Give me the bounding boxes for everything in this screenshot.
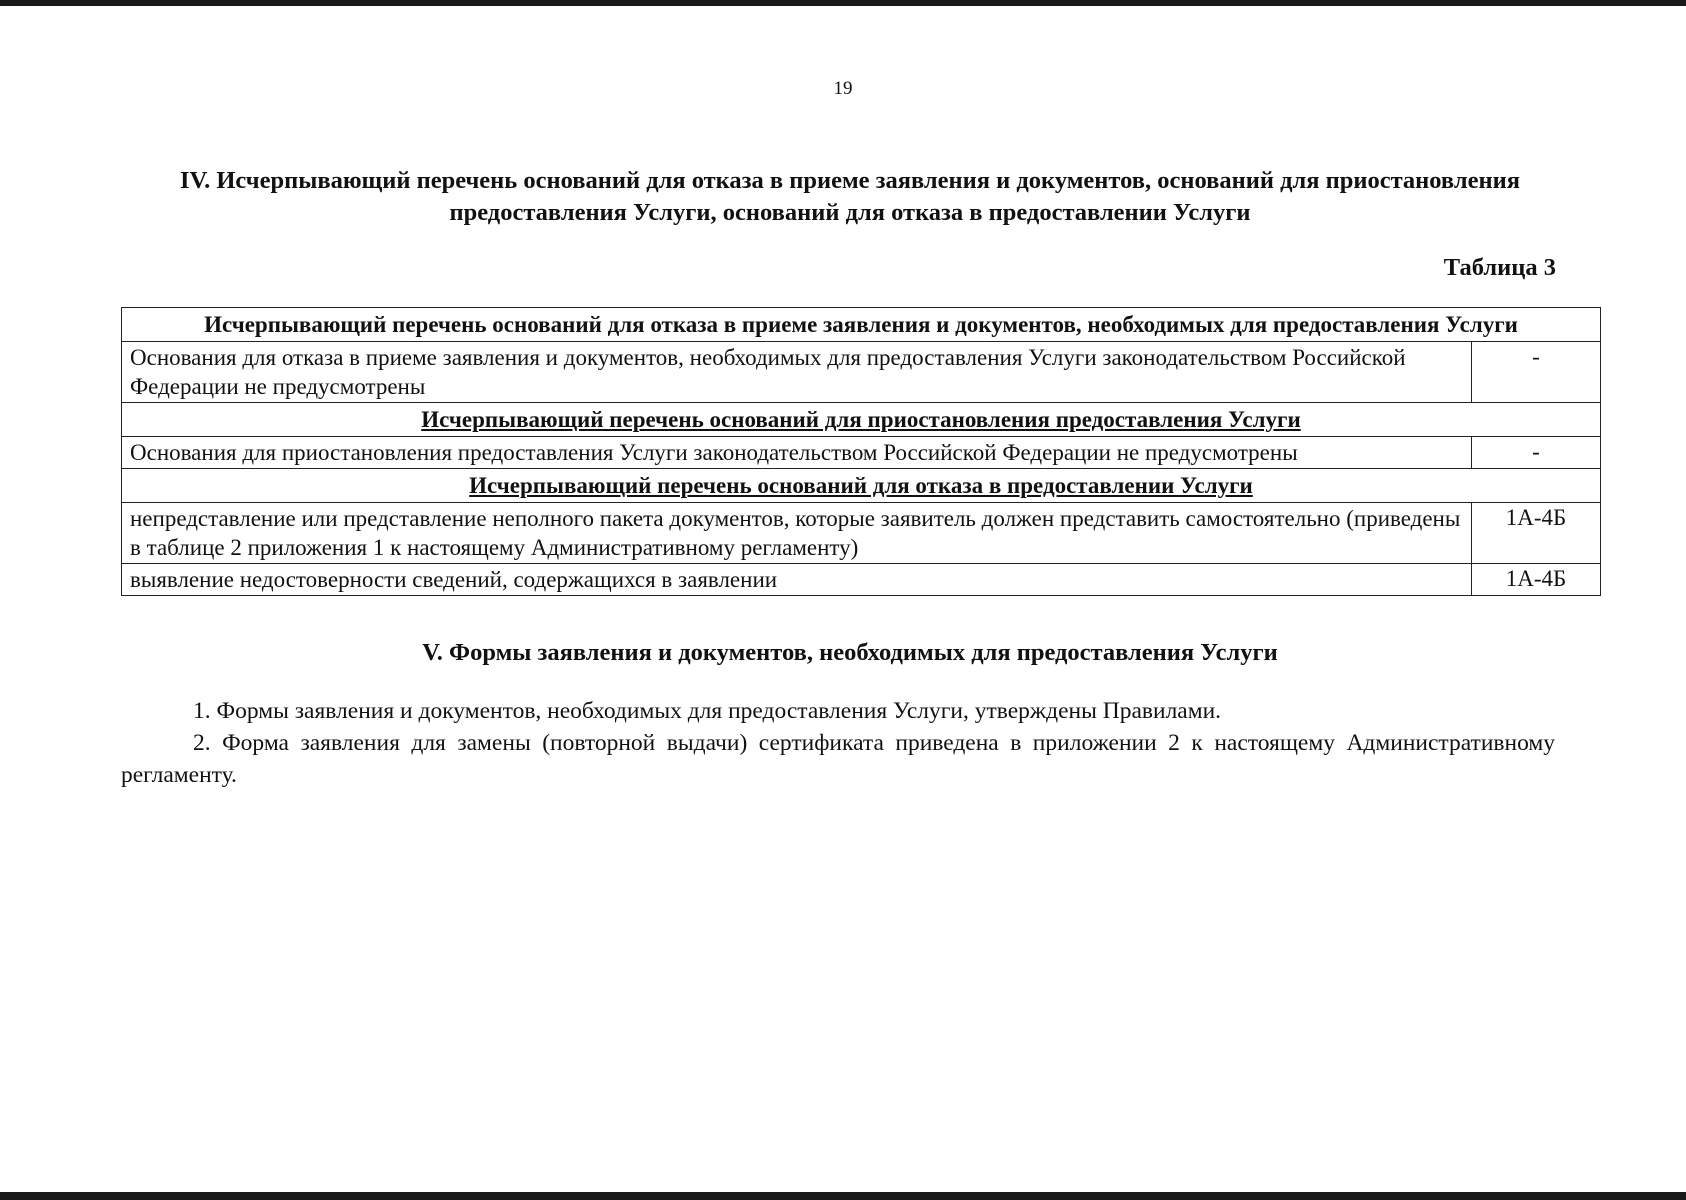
table-heading-refusal-service — [122, 469, 1601, 503]
table-cell-text: выявление недостоверности сведений, содержащихся в заявлении — [122, 564, 1472, 596]
table-heading-row — [122, 403, 1601, 437]
table-heading-suspension-text: Исчерпывающий перечень оснований для приостановления предоставления Услуги — [421, 407, 1301, 432]
table-heading-refusal-acceptance: Исчерпывающий перечень оснований для отказа в приеме заявления и документов, необходимых для предоставления Услуги — [122, 308, 1601, 342]
paragraph-1: 1. Формы заявления и документов, необходимых для предоставления Услуги, утверждены Правилами. — [193, 698, 1222, 724]
scan-edge-bottom — [0, 1192, 1686, 1200]
page-number: 19 — [833, 78, 853, 99]
grounds-table — [121, 307, 1601, 596]
table-row — [122, 342, 1601, 403]
table-row — [122, 564, 1601, 596]
table-cell-value: 1А-4Б — [1472, 564, 1601, 596]
table-cell-value: - — [1472, 342, 1601, 403]
table-heading-row — [122, 469, 1601, 503]
table-cell-value: 1А-4Б — [1472, 503, 1601, 564]
section-4-title: IV. Исчерпывающий перечень оснований для отказа в приеме заявления и документов, оснований для приостановления предоставления Услуги, оснований для отказа в предоставлении Услуги — [180, 167, 1520, 226]
section-5-title: V. Формы заявления и документов, необходимых для предоставления Услуги — [422, 639, 1278, 666]
table-row — [122, 437, 1601, 469]
table-heading-suspension — [122, 403, 1601, 437]
table-cell-value: - — [1472, 437, 1601, 469]
paragraph-2: 2. Форма заявления для замены (повторной выдачи) сертификата приведена в приложении 2 к настоящему Административному регламенту. — [121, 730, 1555, 788]
scan-edge-top — [0, 0, 1686, 6]
table-cell-text: Основания для приостановления предоставления Услуги законодательством Российской Федерации не предусмотрены — [122, 437, 1472, 469]
table-heading-refusal-service-text: Исчерпывающий перечень оснований для отказа в предоставлении Услуги — [469, 473, 1253, 498]
table-cell-text: Основания для отказа в приеме заявления и документов, необходимых для предоставления Услуги законодательством Российской Федерации не предусмотрены — [122, 342, 1472, 403]
table-caption: Таблица 3 — [1443, 254, 1556, 281]
table-heading-row — [122, 308, 1601, 342]
table-row — [122, 503, 1601, 564]
table-cell-text: непредставление или представление неполного пакета документов, которые заявитель должен представить самостоятельно (приведены в таблице 2 приложения 1 к настоящему Административному регламенту) — [122, 503, 1472, 564]
